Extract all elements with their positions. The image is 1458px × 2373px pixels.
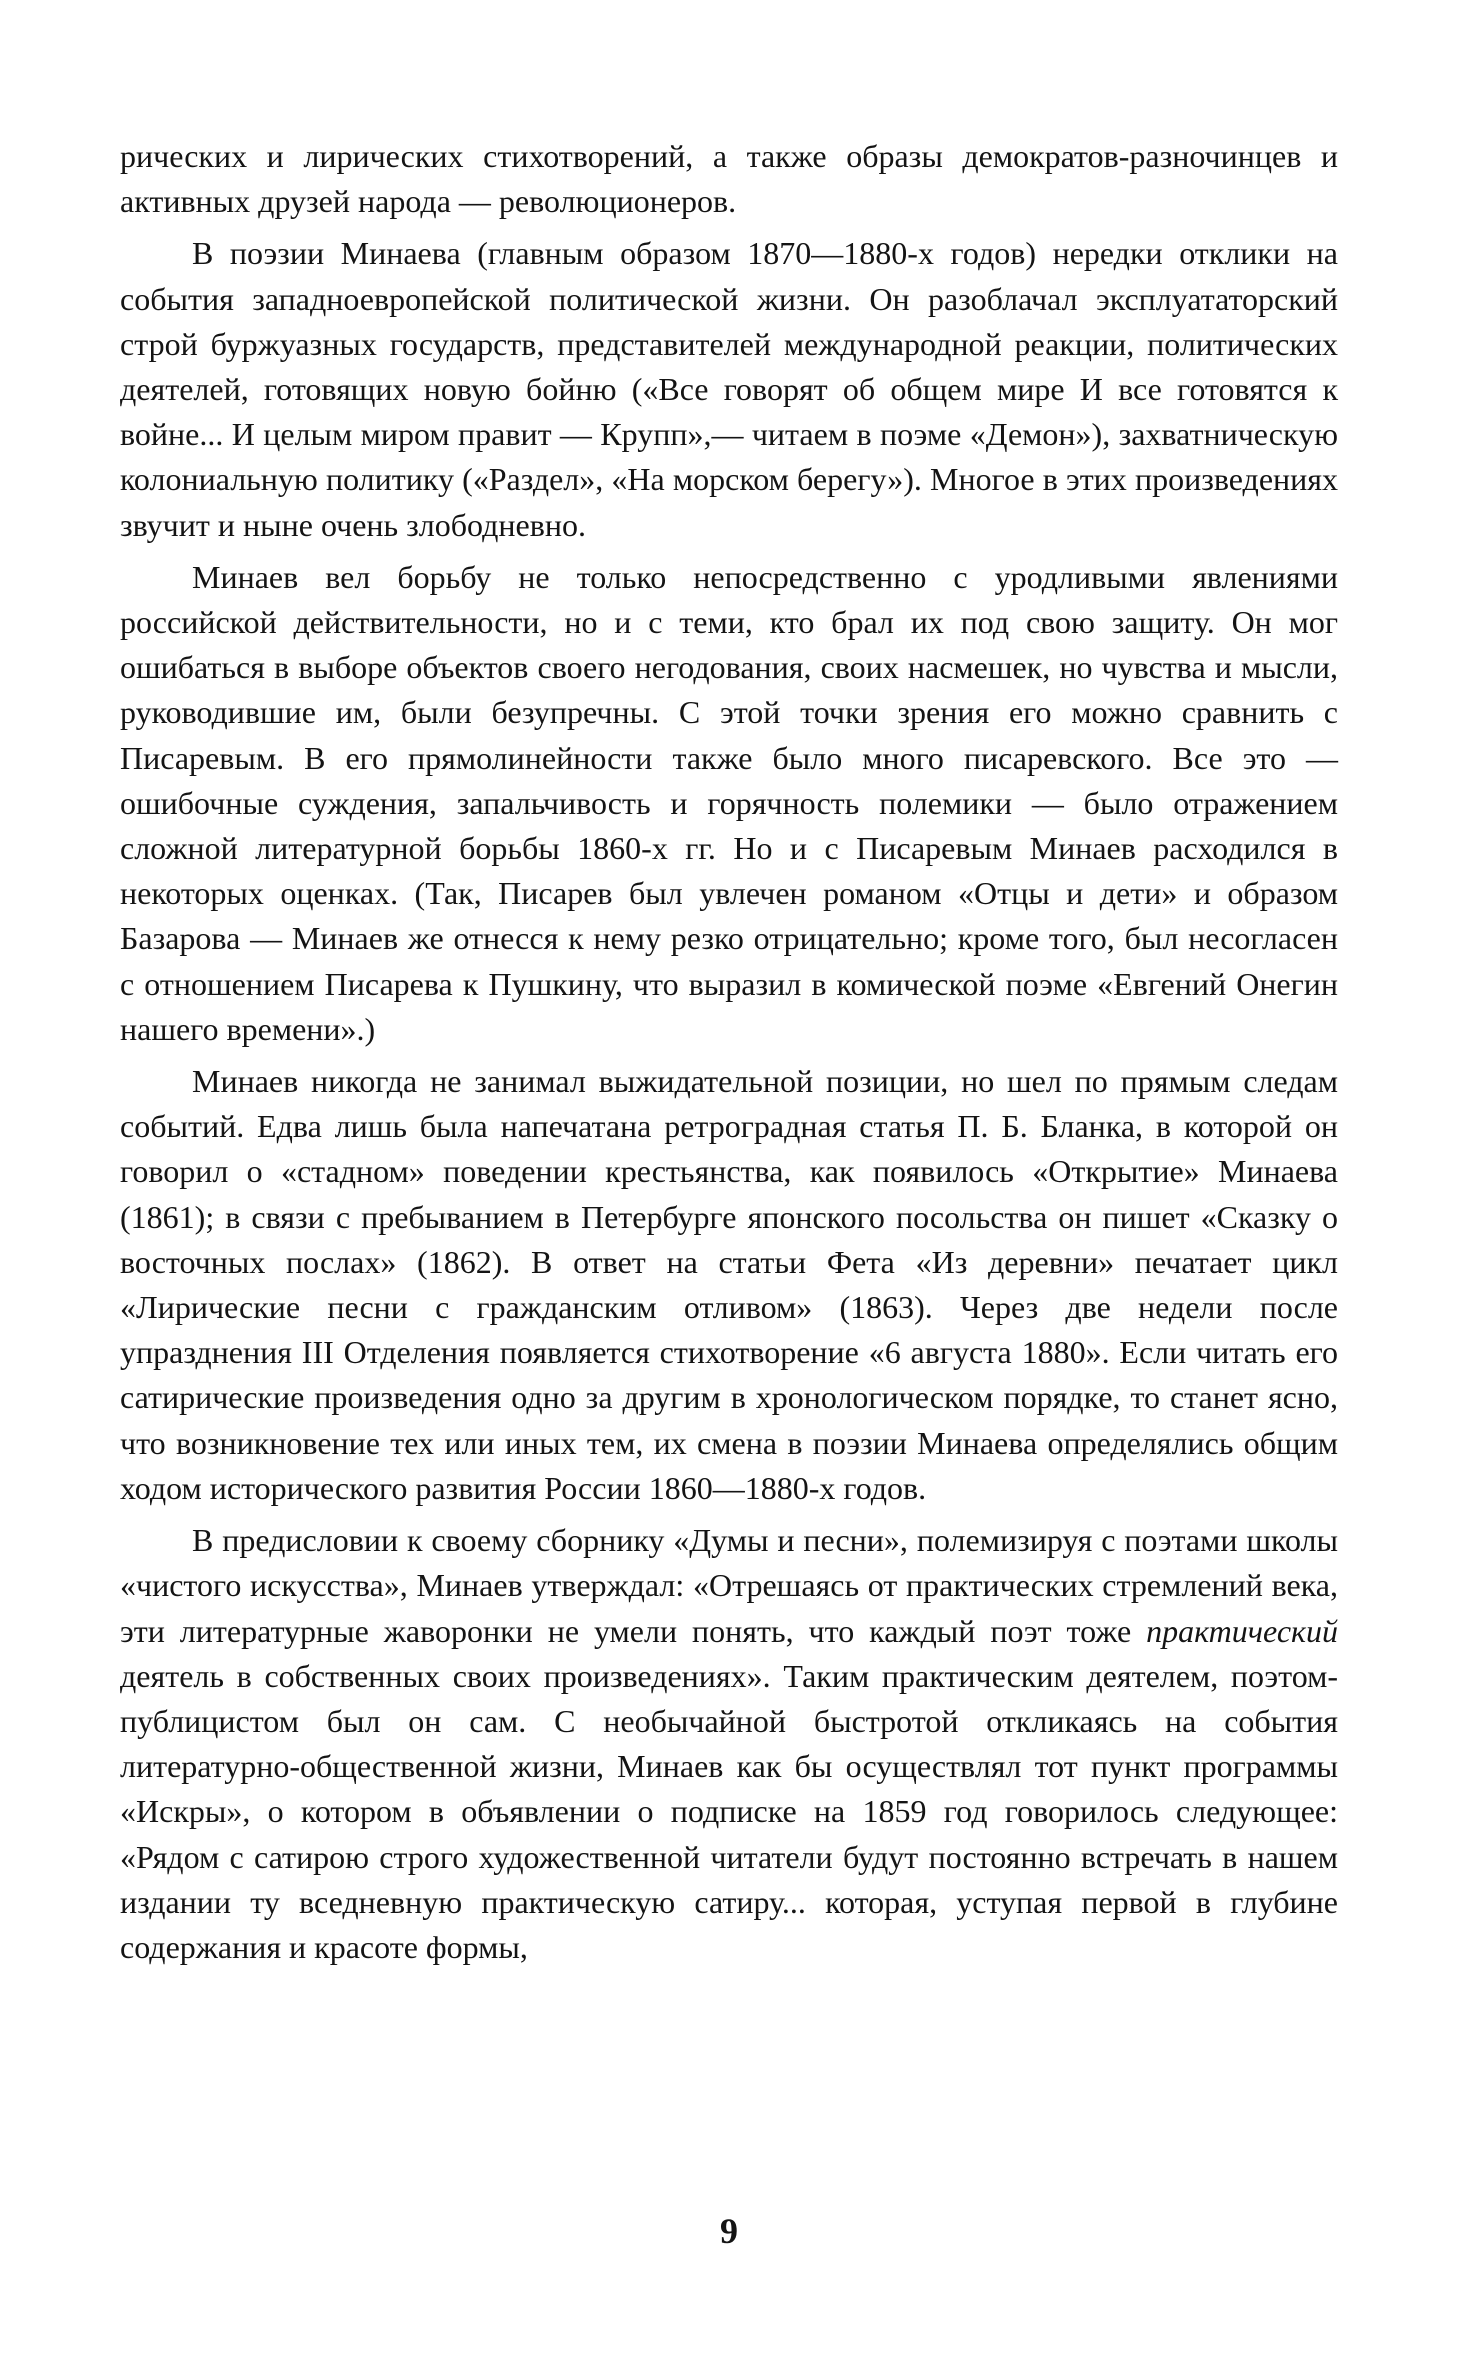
paragraph-5 xyxy=(120,1518,1338,1970)
page-number: 9 xyxy=(720,2211,738,2251)
paragraph-5-text-after: деятель в собственных своих произведениях». Таким практическим деятелем, поэтом-публицистом был он сам. С необычайной быстротой откликаясь на события литературно-общественной жизни, Минаев как бы осуществлял тот пункт программы «Искры», о котором в объявлении о подписке на 1859 год говорилось следующее: «Рядом с сатирою строго художественной читатели будут постоянно встречать в нашем издании ту вседневную практическую сатиру... которая, уступая первой в глубине содержания и красоте формы, xyxy=(120,1657,1338,1965)
paragraph-5-italic-word: практический xyxy=(1146,1612,1338,1649)
page-body xyxy=(120,134,1338,1977)
paragraph-5-text-before: В предисловии к своему сборнику «Думы и песни», полемизируя с поэтами школы «чистого искусства», Минаев утверждал: «Отрешаясь от практических стремлений века, эти литературные жаворонки не умели понять, что каждый поэт тоже xyxy=(120,1522,1338,1649)
paragraph-3: Минаев вел борьбу не только непосредственно с уродливыми явлениями российской действительности, но и с теми, кто брал их под свою защиту. Он мог ошибаться в выборе объектов своего негодования, своих насмешек, но чувства и мысли, руководившие им, были безупречны. С этой точки зрения его можно сравнить с Писаревым. В его прямолинейности также было много писаревского. Все это — ошибочные суждения, запальчивость и горячность полемики — было отражением сложной литературной борьбы 1860-х гг. Но и с Писаревым Минаев расходился в некоторых оценках. (Так, Писарев был увлечен романом «Отцы и дети» и образом Базарова — Минаев же отнесся к нему резко отрицательно; кроме того, был несогласен с отношением Писарева к Пушкину, что выразил в комической поэме «Евгений Онегин нашего времени».) xyxy=(120,558,1338,1047)
paragraph-2: В поэзии Минаева (главным образом 1870—1880-х годов) нередки отклики на события западноевропейской политической жизни. Он разоблачал эксплуататорский строй буржуазных государств, представителей международной реакции, политических деятелей, готовящих новую бойню («Все говорят об общем мире И все готовятся к войне... И целым миром правит — Крупп»,— читаем в поэме «Демон»), захватническую колониальную политику («Раздел», «На морском берегу»). Многое в этих произведениях звучит и ныне очень злободневно. xyxy=(120,235,1338,543)
paragraph-4: Минаев никогда не занимал выжидательной позиции, но шел по прямым следам событий. Едва лишь была напечатана ретроградная статья П. Б. Бланка, в которой он говорил о «стадном» поведении крестьянства, как появилось «Открытие» Минаева (1861); в связи с пребыванием в Петербурге японского посольства он пишет «Сказку о восточных послах» (1862). В ответ на статьи Фета «Из деревни» печатает цикл «Лирические песни с гражданским отливом» (1863). Через две недели после упразднения III Отделения появляется стихотворение «6 августа 1880». Если читать его сатирические произведения одно за другим в хронологическом порядке, то станет ясно, что возникновение тех или иных тем, их смена в поэзии Минаева определялись общим ходом исторического развития России 1860—1880-х годов. xyxy=(120,1063,1338,1506)
paragraph-1: рических и лирических стихотворений, а также образы демократов-разночинцев и активных друзей народа — революционеров. xyxy=(120,138,1338,220)
